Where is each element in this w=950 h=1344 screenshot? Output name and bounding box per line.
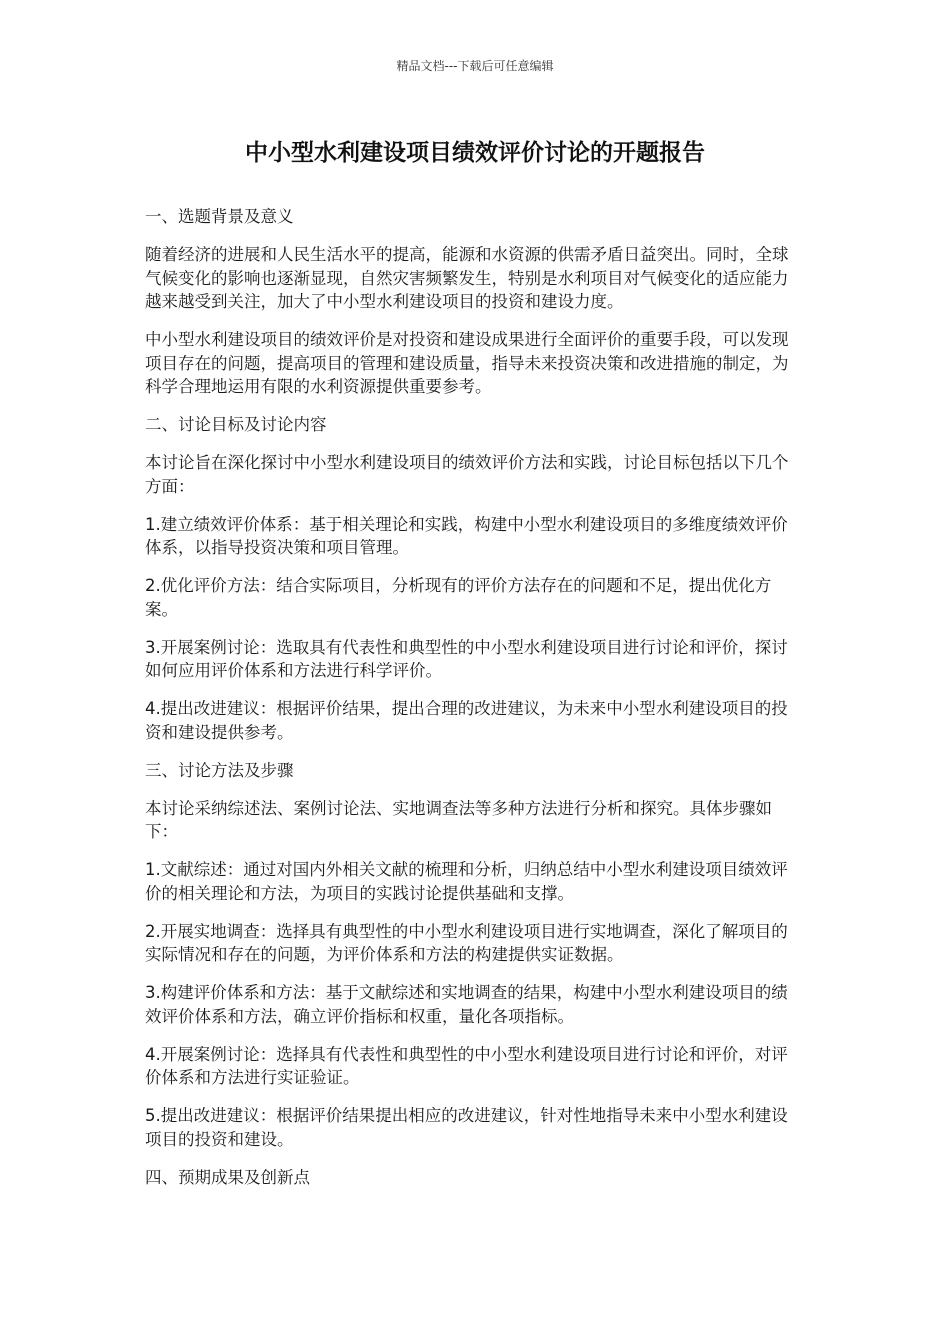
document-body: [145, 205, 797, 1204]
paragraph-background: 随着经济的进展和人民生活水平的提高，能源和水资源的供需矛盾日益突出。同时，全球气候变化的影响也逐渐显现，自然灾害频繁发生，特别是水利项目对气候变化的适应能力越来越受到关注，加大了中小型水利建设项目的投资和建设力度。: [145, 245, 789, 311]
method-step-4: 4.开展案例讨论：选择具有代表性和典型性的中小型水利建设项目进行讨论和评价，对评价体系和方法进行实证验证。: [145, 1044, 788, 1087]
paragraph-objectives-intro: 本讨论旨在深化探讨中小型水利建设项目的绩效评价方法和实践，讨论目标包括以下几个方面：: [145, 453, 789, 496]
section-heading-outcomes: 四、预期成果及创新点: [145, 1167, 310, 1187]
method-step-2: 2.开展实地调查：选择具有典型性的中小型水利建设项目进行实地调查，深化了解项目的实际情况和存在的问题，为评价体系和方法的构建提供实证数据。: [145, 921, 788, 964]
method-step-1: 1.文献综述：通过对国内外相关文献的梳理和分析，归纳总结中小型水利建设项目绩效评价的相关理论和方法，为项目的实践讨论提供基础和支撑。: [145, 860, 788, 903]
section-heading-methods: 三、讨论方法及步骤: [145, 760, 294, 780]
objective-item-1: 1.建立绩效评价体系：基于相关理论和实践，构建中小型水利建设项目的多维度绩效评价体系，以指导投资决策和项目管理。: [145, 514, 788, 557]
document-title: 中小型水利建设项目绩效评价讨论的开题报告: [245, 140, 705, 166]
paragraph-significance: 中小型水利建设项目的绩效评价是对投资和建设成果进行全面评价的重要手段，可以发现项目存在的问题，提高项目的管理和建设质量，指导未来投资决策和改进措施的制定，为科学合理地运用有限的水利资源提供重要参考。: [145, 330, 789, 396]
section-heading-background: 一、选题背景及意义: [145, 207, 294, 226]
method-step-3: 3.构建评价体系和方法：基于文献综述和实地调查的结果，构建中小型水利建设项目的绩效评价体系和方法，确立评价指标和权重，量化各项指标。: [145, 983, 788, 1026]
objective-item-3: 3.开展案例讨论：选取具有代表性和典型性的中小型水利建设项目进行讨论和评价，探讨如何应用评价体系和方法进行科学评价。: [145, 637, 788, 680]
objective-item-2: 2.优化评价方法：结合实际项目，分析现有的评价方法存在的问题和不足，提出优化方案。: [145, 576, 772, 619]
page-header-note: 精品文档---下载后可任意编辑: [396, 59, 554, 73]
objective-item-4: 4.提出改进建议：根据评价结果，提出合理的改进建议，为未来中小型水利建设项目的投资和建设提供参考。: [145, 699, 788, 742]
method-step-5: 5.提出改进建议：根据评价结果提出相应的改进建议，针对性地指导未来中小型水利建设项目的投资和建设。: [145, 1106, 788, 1149]
paragraph-methods-intro: 本讨论采纳综述法、案例讨论法、实地调查法等多种方法进行分析和探究。具体步骤如下：: [145, 798, 772, 841]
section-heading-objectives: 二、讨论目标及讨论内容: [145, 415, 327, 434]
